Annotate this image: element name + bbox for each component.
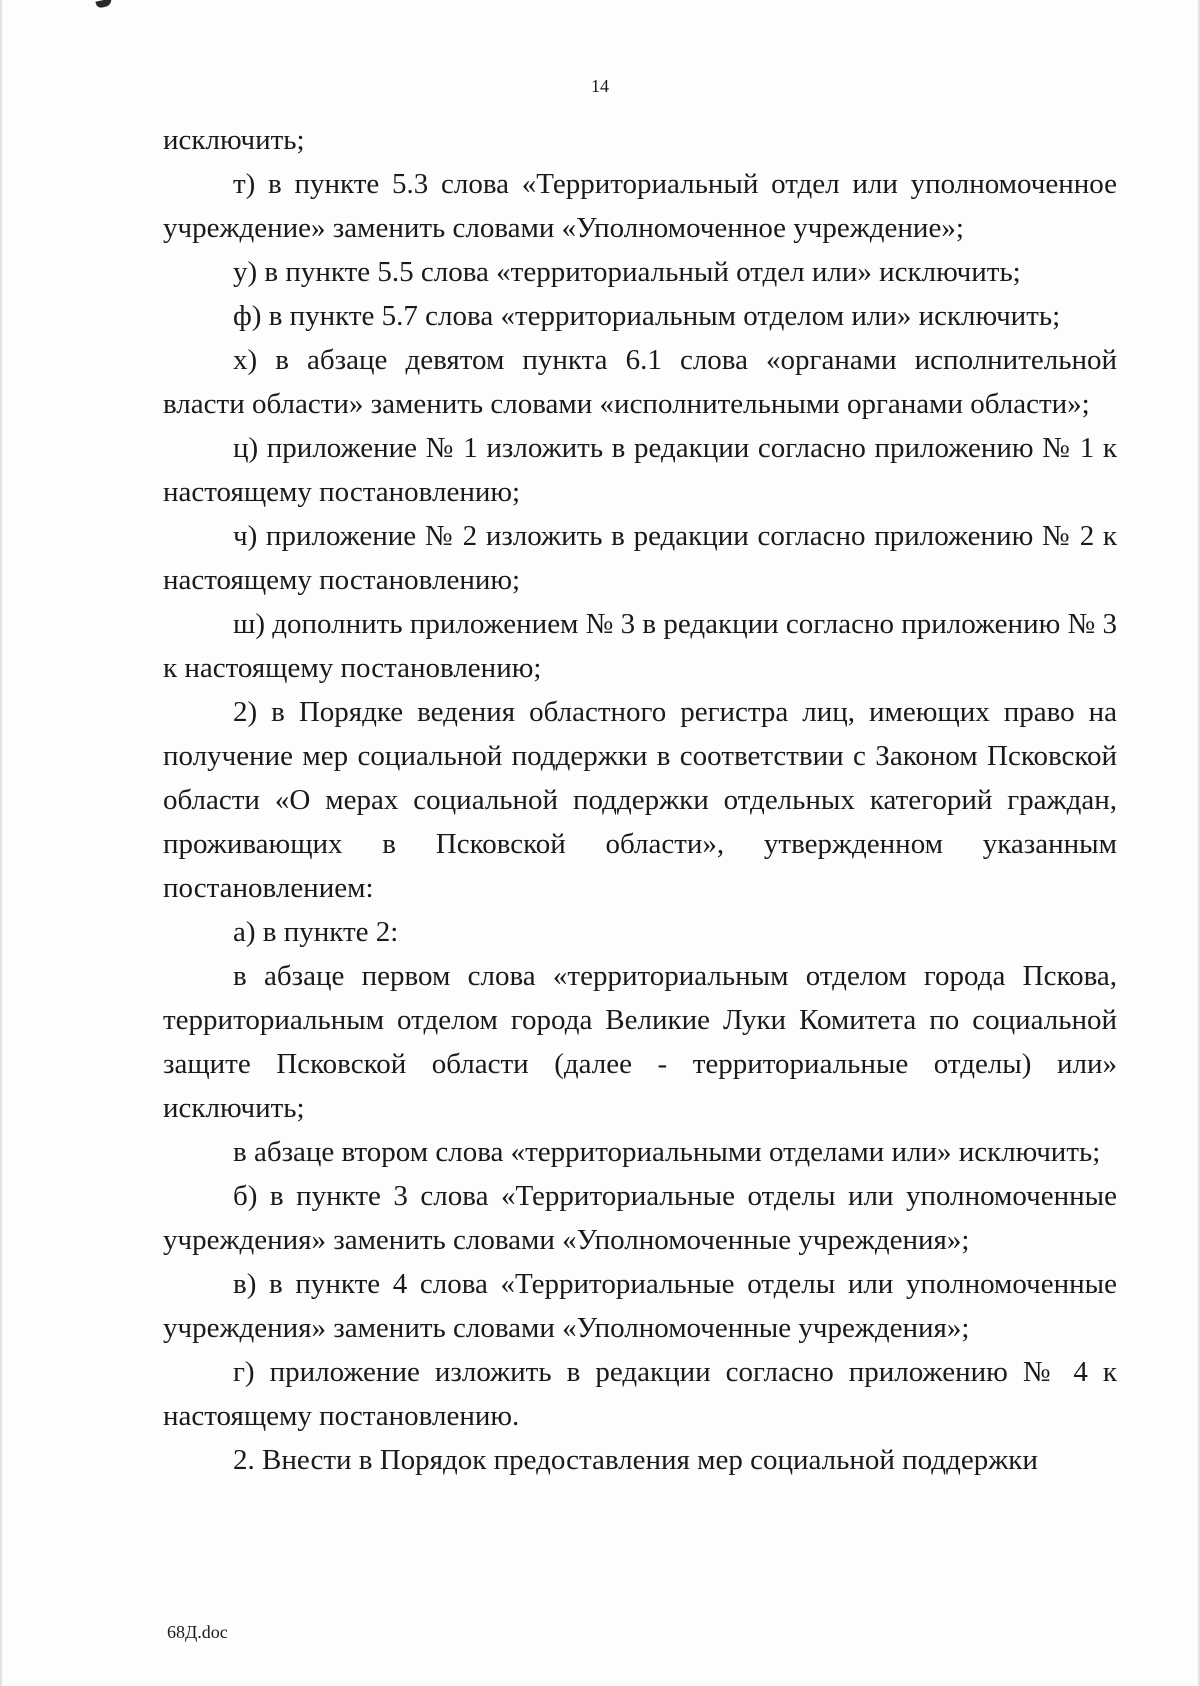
paragraph: б) в пункте 3 слова «Территориальные отделы или уполномоченные учреждения» заменить словами «Уполномоченные учреждения»; (163, 1180, 1117, 1256)
paragraph: ш) дополнить приложением № 3 в редакции согласно приложению № 3 к настоящему постановлению; (163, 608, 1117, 684)
page-number: 14 (591, 76, 609, 96)
paragraph: у) в пункте 5.5 слова «территориальный отдел или» исключить; (233, 256, 1021, 288)
paragraph: г) приложение изложить в редакции согласно приложению № 4 к настоящему постановлению. (163, 1356, 1117, 1432)
paragraph: ц) приложение № 1 изложить в редакции согласно приложению № 1 к настоящему постановлению; (163, 432, 1117, 508)
paragraph: исключить; (163, 124, 305, 156)
paragraph: в абзаце втором слова «территориальными отделами или» исключить; (233, 1136, 1101, 1168)
paragraph: а) в пункте 2: (233, 916, 399, 948)
paragraph: 2) в Порядке ведения областного регистра лиц, имеющих право на получение мер социальной поддержки в соответствии с Законом Псковской области «О мерах социальной поддержки отдельных категорий граждан, проживающих в Псковской области», утвержденном указанным постановлением: (163, 696, 1117, 904)
paragraph: т) в пункте 5.3 слова «Территориальный отдел или уполномоченное учреждение» заменить словами «Уполномоченное учреждение»; (163, 168, 1117, 244)
paragraph: в) в пункте 4 слова «Территориальные отделы или уполномоченные учреждения» заменить словами «Уполномоченные учреждения»; (163, 1268, 1117, 1344)
paragraph: 2. Внести в Порядок предоставления мер социальной поддержки (233, 1444, 1038, 1476)
paragraph: х) в абзаце девятом пункта 6.1 слова «органами исполнительной власти области» заменить словами «исполнительными органами области»; (163, 344, 1117, 420)
paragraph: ч) приложение № 2 изложить в редакции согласно приложению № 2 к настоящему постановлению; (163, 520, 1117, 596)
scan-corner-mark (95, 0, 112, 9)
scan-edge-left (0, 0, 3, 1686)
document-body (163, 118, 1117, 1482)
footer-filename: 68Д.doc (167, 1622, 228, 1642)
paragraph: ф) в пункте 5.7 слова «территориальным отделом или» исключить; (233, 300, 1061, 332)
paragraph: в абзаце первом слова «территориальным отделом города Пскова, территориальным отделом города Великие Луки Комитета по социальной защите Псковской области (далее - территориальные отделы) или» исключить; (163, 960, 1117, 1124)
